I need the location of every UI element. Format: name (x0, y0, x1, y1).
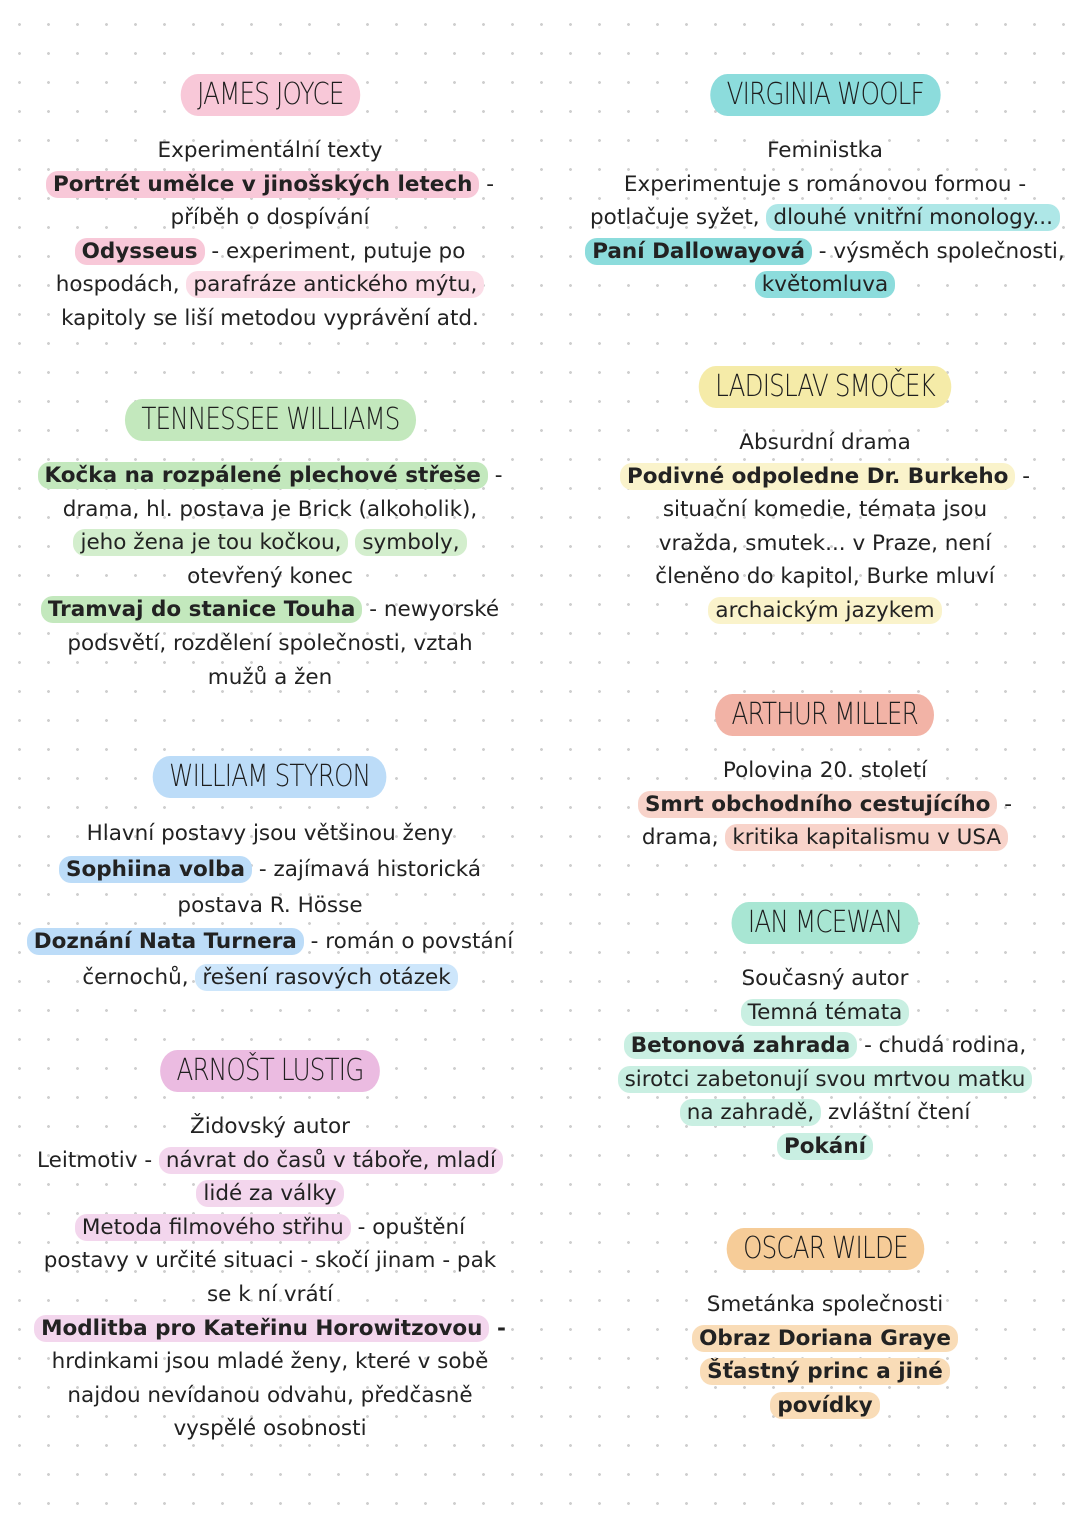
note-line: otevřený konec (187, 563, 353, 589)
note-text: - experiment, putuje po (204, 238, 466, 264)
book-title: Obraz Doriana Graye (692, 1325, 958, 1352)
note-text: - (487, 463, 503, 488)
highlight: na zahradě, (680, 1099, 821, 1126)
note-line: postavy v určité situaci - skočí jinam - pak (43, 1248, 497, 1274)
section-ladislav-smocek (565, 366, 1080, 628)
note-text: - opuštění (350, 1214, 466, 1240)
note-line: podsvětí, rozdělení společnosti, vztah (67, 630, 473, 656)
section-notes (10, 459, 530, 694)
note-line: Smetánka společnosti (706, 1292, 944, 1317)
note-line: Polovina 20. století (722, 758, 928, 783)
author-heading: TENNESSEE WILLIAMS (124, 399, 415, 441)
note-line (10, 235, 530, 269)
note-line: Experimentuje s románovou formou - (623, 171, 1027, 197)
book-title: Podivné odpoledne Dr. Burkeho (620, 463, 1015, 490)
note-text: hospodách, (55, 272, 187, 298)
note-line (10, 1144, 530, 1178)
book-title: Doznání Nata Turnera (27, 928, 304, 955)
section-ian-mcewan (565, 902, 1080, 1164)
highlight: dlouhé vnitřní monology... (766, 204, 1060, 231)
note-line: hrdinkami jsou mladé ženy, které v sobě (51, 1349, 489, 1375)
note-line: situační komedie, témata jsou (662, 497, 988, 523)
highlight: lidé za války (196, 1180, 343, 1207)
note-line: vyspělé osobnosti (173, 1416, 367, 1442)
note-line (565, 201, 1080, 235)
section-arthur-miller (565, 694, 1080, 855)
highlight: Metoda filmového střihu (75, 1214, 351, 1241)
section-notes (565, 134, 1080, 302)
author-heading: JAMES JOYCE (180, 74, 359, 116)
book-title: Šťastný princ a jiné (700, 1358, 950, 1385)
highlight: archaickým jazykem (708, 597, 941, 624)
author-heading: VIRGINIA WOOLF (710, 74, 940, 116)
note-line: Hlavní postavy jsou většinou ženy (86, 821, 454, 846)
note-text: - výsměch společnosti, (811, 238, 1065, 264)
book-title: Portrét umělce v jinošských letech (46, 171, 479, 198)
note-line: příběh o dospívání (170, 205, 370, 231)
note-line (10, 1211, 530, 1245)
book-title: Pokání (777, 1133, 873, 1160)
note-line (565, 1322, 1080, 1356)
highlight: řešení rasových otázek (195, 964, 457, 991)
section-oscar-wilde (565, 1228, 1080, 1422)
note-line (565, 1063, 1080, 1097)
note-text: - chudá rodina, (857, 1033, 1027, 1059)
author-heading: LADISLAV SMOČEK (699, 366, 952, 408)
book-title: Modlitba pro Kateřinu Horowitzovou (34, 1315, 489, 1342)
note-line: vražda, smutek... v Praze, není (658, 530, 992, 556)
note-line (565, 996, 1080, 1030)
book-title: Kočka na rozpálené plechové střeše (38, 462, 488, 489)
book-title: Smrt obchodního cestujícího (638, 791, 998, 818)
note-text: drama, (641, 825, 726, 851)
author-heading: OSCAR WILDE (726, 1228, 923, 1270)
author-heading: IAN MCEWAN (731, 902, 918, 944)
note-line (565, 594, 1080, 628)
highlight: sirotci zabetonují svou mrtvou matku (618, 1066, 1033, 1093)
note-line (565, 235, 1080, 269)
note-text: černochů, (82, 965, 196, 990)
highlight: květomluva (755, 271, 895, 298)
note-line (565, 1355, 1080, 1389)
note-text: - (479, 171, 495, 197)
note-line: Absurdní drama (739, 430, 911, 455)
note-line (10, 1177, 530, 1211)
note-line (10, 1312, 530, 1346)
note-line: se k ní vrátí (206, 1281, 334, 1307)
book-title: Sophiina volba (59, 856, 252, 883)
note-line: najdou nevídanou odvahu, předčasně (67, 1382, 473, 1408)
note-line: Současný autor (741, 966, 909, 991)
section-notes (565, 426, 1080, 628)
highlight: parafráze antického mýtu, (186, 271, 484, 298)
note-line: Experimentální texty (157, 138, 383, 163)
section-notes (10, 134, 530, 336)
note-text: - zajímavá historická (252, 857, 481, 882)
note-line (10, 268, 530, 302)
note-line: postava R. Hösse (177, 893, 363, 918)
note-line (565, 788, 1080, 822)
note-line: Feministka (767, 138, 883, 163)
section-james-joyce (10, 74, 530, 336)
highlight: kritika kapitalismu v USA (725, 824, 1008, 851)
section-william-styron (10, 756, 530, 996)
section-notes (10, 816, 530, 996)
highlight: Temná témata (741, 999, 910, 1026)
note-line (10, 593, 530, 627)
note-line: drama, hl. postava je Brick (alkoholik), (62, 496, 478, 522)
note-line (565, 1029, 1080, 1063)
section-notes (565, 962, 1080, 1164)
note-text: - (997, 791, 1013, 817)
author-heading: ARNOŠT LUSTIG (160, 1050, 380, 1092)
note-text: - newyorské (362, 597, 500, 623)
note-line (10, 960, 530, 996)
note-line (565, 1130, 1080, 1164)
note-line (565, 1389, 1080, 1423)
section-notes (565, 1288, 1080, 1422)
section-notes (565, 754, 1080, 855)
section-tennessee-williams (10, 399, 530, 694)
section-virginia-woolf (565, 74, 1080, 302)
note-line: kapitoly se liší metodou vyprávění atd. (61, 305, 479, 331)
note-line: Židovský autor (190, 1114, 350, 1139)
note-line (565, 460, 1080, 494)
book-title: Tramvaj do stanice Touha (41, 596, 363, 623)
note-text: potlačuje syžet, (590, 205, 767, 231)
note-line (565, 1096, 1080, 1130)
note-line (10, 459, 530, 493)
highlight: symboly, (355, 529, 466, 556)
note-line (565, 268, 1080, 302)
note-line (10, 924, 530, 960)
note-line: členěno do kapitol, Burke mluví (655, 564, 995, 590)
note-text: - román o povstání (303, 929, 514, 954)
note-text: - (1015, 463, 1031, 489)
note-line (10, 526, 530, 560)
note-line (565, 821, 1080, 855)
note-line: mužů a žen (207, 664, 333, 690)
section-notes (10, 1110, 530, 1446)
author-heading: WILLIAM STYRON (153, 756, 387, 798)
highlight: návrat do časů v táboře, mladí (159, 1147, 503, 1174)
section-arnost-lustig (10, 1050, 530, 1446)
note-text: - (489, 1315, 506, 1341)
book-title: Betonová zahrada (624, 1032, 857, 1059)
author-heading: ARTHUR MILLER (715, 694, 934, 736)
note-line (10, 852, 530, 888)
highlight: jeho žena je tou kočkou, (73, 529, 348, 556)
book-title: povídky (770, 1392, 879, 1419)
note-text: Leitmotiv - (37, 1147, 159, 1173)
note-text: zvláštní čtení (821, 1100, 971, 1126)
book-title: Odysseus (75, 238, 205, 265)
book-title: Paní Dallowayová (585, 238, 812, 265)
note-line (10, 168, 530, 202)
